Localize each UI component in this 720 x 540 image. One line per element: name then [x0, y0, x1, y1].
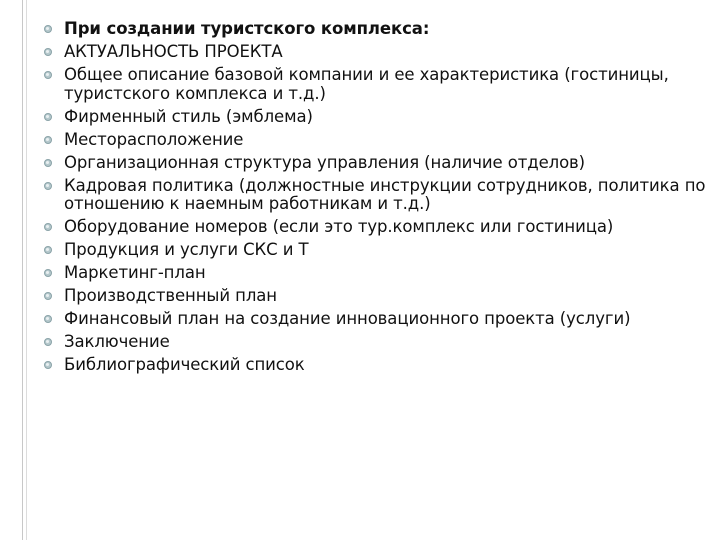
list-item-text: Кадровая политика (должностные инструкции сотрудников, политика по отношению к наемным работникам и т.д.) — [64, 175, 706, 214]
list-item-text: Продукция и услуги СКС и Т — [64, 240, 309, 260]
circle-bullet-icon — [44, 246, 52, 254]
circle-bullet-icon — [44, 48, 52, 56]
list-item — [44, 356, 716, 375]
left-vertical-rule — [22, 0, 23, 540]
list-item-text: Финансовый план на создание инновационного проекта (услуги) — [64, 309, 631, 329]
slide-content — [44, 20, 716, 379]
circle-bullet-icon — [44, 25, 52, 33]
circle-bullet-icon — [44, 269, 52, 277]
list-item — [44, 310, 716, 329]
list-item — [44, 66, 716, 103]
circle-bullet-icon — [44, 315, 52, 323]
list-item-text: Организационная структура управления (наличие отделов) — [64, 152, 586, 172]
list-item-text: Оборудование номеров (если это тур.комплекс или гостиница) — [64, 217, 614, 237]
list-item-heading — [44, 20, 716, 39]
list-item-text: Производственный план — [64, 286, 277, 306]
list-item — [44, 43, 716, 62]
list-item — [44, 177, 716, 214]
circle-bullet-icon — [44, 159, 52, 167]
list-item-text: Маркетинг-план — [64, 263, 206, 283]
list-item — [44, 131, 716, 150]
circle-bullet-icon — [44, 338, 52, 346]
list-item-text: Библиографический список — [64, 354, 305, 374]
list-item — [44, 218, 716, 237]
circle-bullet-icon — [44, 292, 52, 300]
list-item — [44, 264, 716, 283]
list-item — [44, 241, 716, 260]
circle-bullet-icon — [44, 223, 52, 231]
circle-bullet-icon — [44, 71, 52, 79]
list-item — [44, 108, 716, 127]
list-item-text: При создании туристского комплекса: — [64, 19, 430, 38]
left-vertical-rule-inner — [26, 0, 27, 540]
circle-bullet-icon — [44, 113, 52, 121]
list-item — [44, 287, 716, 306]
list-item-text: Общее описание базовой компании и ее характеристика (гостиницы, туристского комплекса и т.д.) — [64, 64, 669, 103]
list-item — [44, 333, 716, 352]
list-item — [44, 154, 716, 173]
list-item-text: Фирменный стиль (эмблема) — [64, 106, 313, 126]
bullet-list — [44, 20, 716, 375]
circle-bullet-icon — [44, 182, 52, 190]
list-item-text: Заключение — [64, 332, 170, 351]
list-item-text: Месторасположение — [64, 129, 244, 149]
list-item-text: АКТУАЛЬНОСТЬ ПРОЕКТА — [64, 41, 283, 61]
circle-bullet-icon — [44, 136, 52, 144]
circle-bullet-icon — [44, 361, 52, 369]
